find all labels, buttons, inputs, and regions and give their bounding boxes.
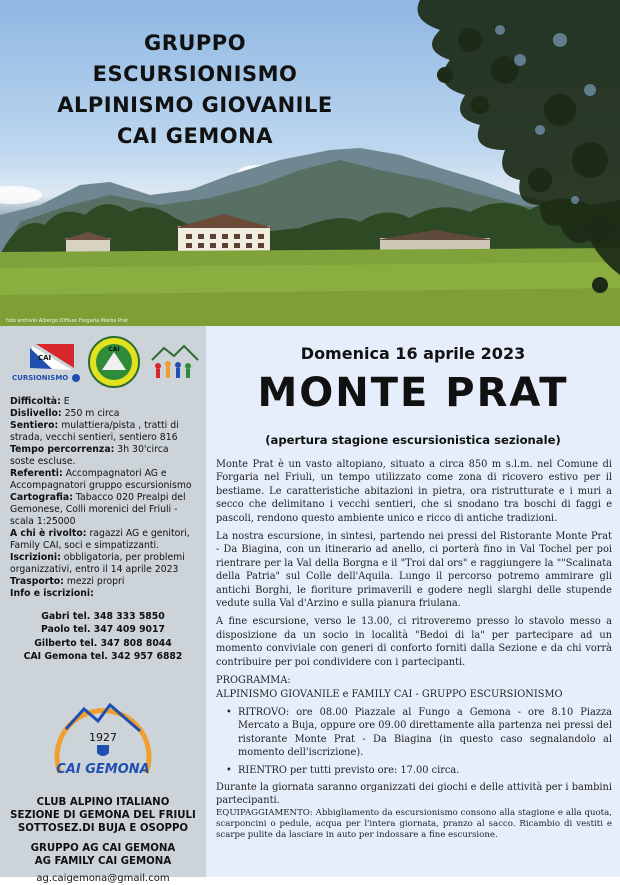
kids-hiking-logo: [150, 342, 200, 384]
hero-photo: [0, 0, 620, 326]
info-cartography: Cartografia: Tabacco 020 Prealpi del Gemonese, Colli morenici del Friuli - scala 1:25000: [10, 492, 186, 527]
flag-top-text: CAI: [38, 354, 52, 362]
club-line: CLUB ALPINO ITALIANO: [36, 797, 170, 808]
group-line: AG FAMILY CAI GEMONA: [34, 856, 172, 867]
hero-title-line: CAI GEMONA: [117, 124, 273, 148]
cai-logo-name: CAI GEMONA: [56, 762, 150, 777]
alpinismo-giovanile-logo: [88, 336, 140, 388]
info-audience: A chi è rivolto: ragazzi AG e genitori, Family CAI, soci e simpatizzanti.: [10, 528, 190, 551]
info-difficulty: Difficoltà: E: [10, 396, 70, 407]
description-paragraph: A fine escursione, verso le 13.00, ci ritroveremo presso lo stavolo messo a disposizione da un socio in località "Bedoi di la" per partecipare ad un momento conviviale con generi di conforto forniti dalla Sezione e da chi vorrà contribuire per poi condividere con i partecipanti.: [216, 616, 612, 668]
logo-row: [0, 326, 206, 394]
hero-title-line: GRUPPO ESCURSIONISMO: [92, 31, 298, 86]
event-title: MONTE PRAT: [257, 370, 569, 416]
event-description: [216, 458, 612, 841]
info-duration: Tempo percorrenza: 3h 30'circa soste escluse.: [10, 444, 169, 467]
main-content: [206, 326, 620, 877]
escursionismo-logo: [12, 338, 82, 386]
info-transport: Trasporto: mezzi propri: [10, 576, 125, 587]
flag-bottom-text: CURSIONISMO: [12, 374, 69, 382]
contact-item: Gilberto tel. 347 808 8044: [34, 637, 172, 649]
hero-title: [40, 28, 350, 152]
equipment-note: EQUIPAGGIAMENTO: Abbigliamento da escursionismo consono alla stagione e alla quota, scarponcini o pedule, acqua per l'intera giornata, pranzo al sacco. Ricambio di vestiti e scarpe pulite da lasciare in auto per indossare a fine escursione.: [216, 807, 612, 841]
event-subtitle: (apertura stagione escursionistica sezionale): [265, 433, 561, 447]
ag-badge-text: CAI: [108, 346, 120, 353]
club-line: SEZIONE DI GEMONA DEL FRIULI: [10, 810, 196, 821]
contact-item: Paolo tel. 347 409 9017: [41, 624, 165, 636]
programma-item: • RITROVO: ore 08.00 Piazzale al Fungo a Gemona - ore 8.10 Piazza Mercato a Buja, oppure ore 09.00 direttamente alla partenza nei pressi del ristorante Monte Prat - Da Biagina (in questo caso segnalandolo al momento dell'iscrizione).: [226, 706, 612, 760]
games-note: Durante la giornata saranno organizzati dei giochi e delle attività per i bambini partecipanti.: [216, 781, 612, 807]
contact-item: CAI Gemona tel. 342 957 6882: [23, 651, 183, 663]
info-elevation: Dislivello: 250 m circa: [10, 408, 120, 419]
photo-credit: foto archivio Albergo Diffuso Forgaria Monte Prat: [6, 318, 128, 324]
sidebar: [0, 326, 206, 884]
programma-label: PROGRAMMA:: [216, 675, 291, 687]
excursion-info: [0, 394, 206, 664]
description-paragraph: La nostra escursione, in sintesi, partendo nei pressi del Ristorante Monte Prat - Da Biagina, con un itinerario ad anello, ci porterà fino in Val Tochel per poi rientrare per la Val della Borgna e il "Troi dal ors" e raggiungere la ""Scalinata della Patria" sul Colle dell'Aquila. Lungo il percorso potremo ammirare gli antichi Borghi, le fioriture primaverili e godere negli slarghi delle stupende vedute sulla Val d'Arzino e sulla pianura friulana.: [216, 531, 612, 610]
club-info: [0, 796, 206, 885]
info-contacts-label: Info e iscrizioni:: [10, 588, 94, 599]
contact-email[interactable]: ag.caigemona@gmail.com: [36, 873, 170, 884]
contact-list: [10, 610, 196, 664]
programma-group: ALPINISMO GIOVANILE e FAMILY CAI - GRUPPO ESCURSIONISMO: [216, 688, 563, 700]
programma-item: • RIENTRO per tutti previsto ore: 17.00 circa.: [226, 764, 612, 777]
event-date: Domenica 16 aprile 2023: [300, 344, 526, 363]
hero-title-line: ALPINISMO GIOVANILE: [57, 93, 333, 117]
club-line: SOTTOSEZ.DI BUJA E OSOPPO: [17, 823, 189, 834]
cai-gemona-logo: [46, 681, 160, 785]
info-referents: Referenti: Accompagnatori AG e Accompagnatori gruppo escursionismo: [10, 468, 192, 491]
programma-list: [226, 706, 612, 777]
info-trail: Sentiero: mulattiera/pista , tratti di strada, vecchi sentieri, sentiero 816: [10, 420, 179, 443]
cai-logo-year: 1927: [89, 731, 117, 744]
contact-item: Gabri tel. 348 333 5850: [41, 611, 165, 622]
info-registration: Iscrizioni: obbligatoria, per problemi organizzativi, entro il 14 aprile 2023: [10, 552, 185, 575]
description-paragraph: Monte Prat è un vasto altopiano, situato a circa 850 m s.l.m. nel Comune di Forgaria nel Friuli, un tempo utilizzato come zona di ricovero estivo per il bestiame. Le caratteristiche abitazioni in pietra, ora ristrutturate e i muri a secco che delimitano i vecchi sentieri, che si snodano tra boschi di faggi e pascoli, rendono questo ambiente unico e ricco di antiche tradizioni.: [216, 459, 612, 524]
group-line: GRUPPO AG CAI GEMONA: [30, 843, 176, 854]
